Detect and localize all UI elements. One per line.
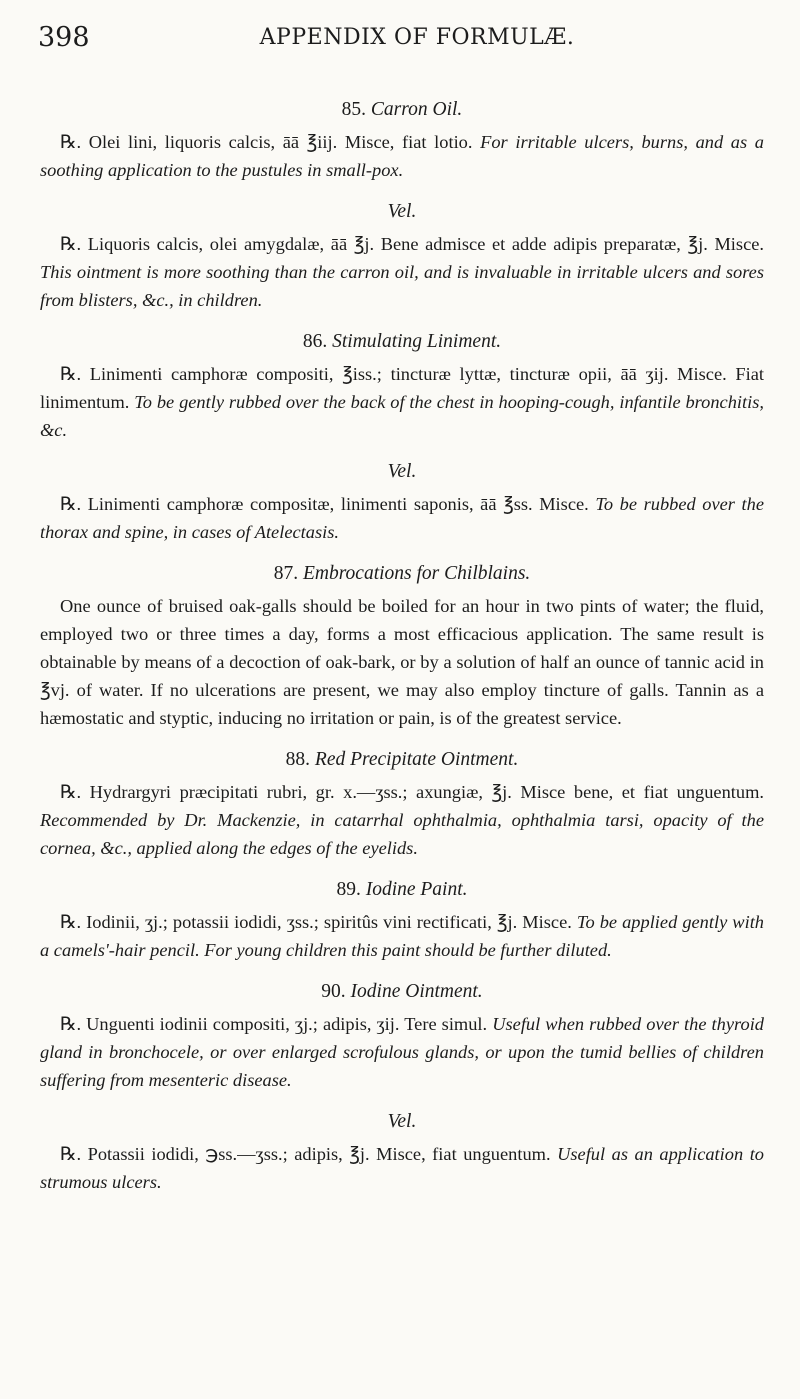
page-number: 398	[38, 22, 90, 53]
formula-heading: 89. Iodine Paint.	[336, 879, 468, 900]
formula-87	[40, 560, 764, 732]
formula-heading: 86. Stimulating Liniment.	[302, 331, 502, 352]
formula-heading: 90. Iodine Ointment.	[321, 981, 483, 1002]
formula-text: ℞. Unguenti iodinii compositi, ʒj.; adipis, ʒij. Tere simul. Useful when rubbed over the thyroid gland in bronchocele, or over enlarged scrofulous glands, or upon the tumid bellies of children suffering from mesenteric disease.	[40, 1014, 764, 1090]
running-head: APPENDIX OF FORMULÆ.	[259, 25, 575, 50]
variant-heading: Vel.	[387, 201, 417, 222]
formula-89	[40, 876, 764, 964]
formula-text: ℞. Liquoris calcis, olei amygdalæ, āā ℥j. Bene admisce et adde adipis preparatæ, ℥j. Misce. This ointment is more soothing than the carron oil, and is invaluable in irritable ulcers and sores from blisters, &c., in children.	[40, 234, 765, 310]
formula-text: One ounce of bruised oak-galls should be boiled for an hour in two pints of water; the fluid, employed two or three times a day, forms a most efficacious application. The same result is obtainable by means of a decoction of oak-bark, or by a solution of half an ounce of tannic acid in ℥vj. of water. If no ulcerations are present, we may also employ tincture of galls. Tannin as a hæmostatic and styptic, inducing no irritation or pain, is of the greatest service.	[40, 596, 764, 728]
formula-88	[40, 746, 764, 862]
formula-heading: 87. Embrocations for Chilblains.	[273, 563, 531, 584]
formula-text: ℞. Potassii iodidi, ℈ss.—ʒss.; adipis, ℥j. Misce, fiat unguentum. Useful as an application to strumous ulcers.	[40, 1144, 764, 1192]
formula-text: ℞. Olei lini, liquoris calcis, āā ℥iij. Misce, fiat lotio. For irritable ulcers, burns, and as a soothing application to the pustules in small-pox.	[40, 132, 764, 180]
formula-86	[40, 328, 764, 546]
variant-heading: Vel.	[387, 1111, 417, 1132]
formula-text: ℞. Linimenti camphoræ compositi, ℥iss.; tincturæ lyttæ, tincturæ opii, āā ʒij. Misce. Fiat linimentum. To be gently rubbed over the back of the chest in hooping-cough, infantile bronchitis, &c.	[40, 364, 764, 440]
formula-text: ℞. Iodinii, ʒj.; potassii iodidi, ʒss.; spiritûs vini rectificati, ℥j. Misce. To be applied gently with a camels'-hair pencil. For young children this paint should be further diluted.	[40, 912, 764, 960]
formula-text: ℞. Linimenti camphoræ compositæ, linimenti saponis, āā ℥ss. Misce. To be rubbed over the thorax and spine, in cases of Atelectasis.	[40, 494, 764, 542]
formula-heading: 85. Carron Oil.	[341, 99, 463, 120]
page-body	[40, 96, 764, 1210]
formula-90	[40, 978, 764, 1196]
page-header	[38, 22, 756, 62]
formula-85	[40, 96, 764, 314]
formula-heading: 88. Red Precipitate Ointment.	[285, 749, 519, 770]
variant-heading: Vel.	[387, 461, 417, 482]
formula-text: ℞. Hydrargyri præcipitati rubri, gr. x.—ʒss.; axungiæ, ℥j. Misce bene, et fiat unguentum. Recommended by Dr. Mackenzie, in catarrhal ophthalmia, ophthalmia tarsi, opacity of the cornea, &c., applied along the edges of the eyelids.	[40, 782, 764, 858]
